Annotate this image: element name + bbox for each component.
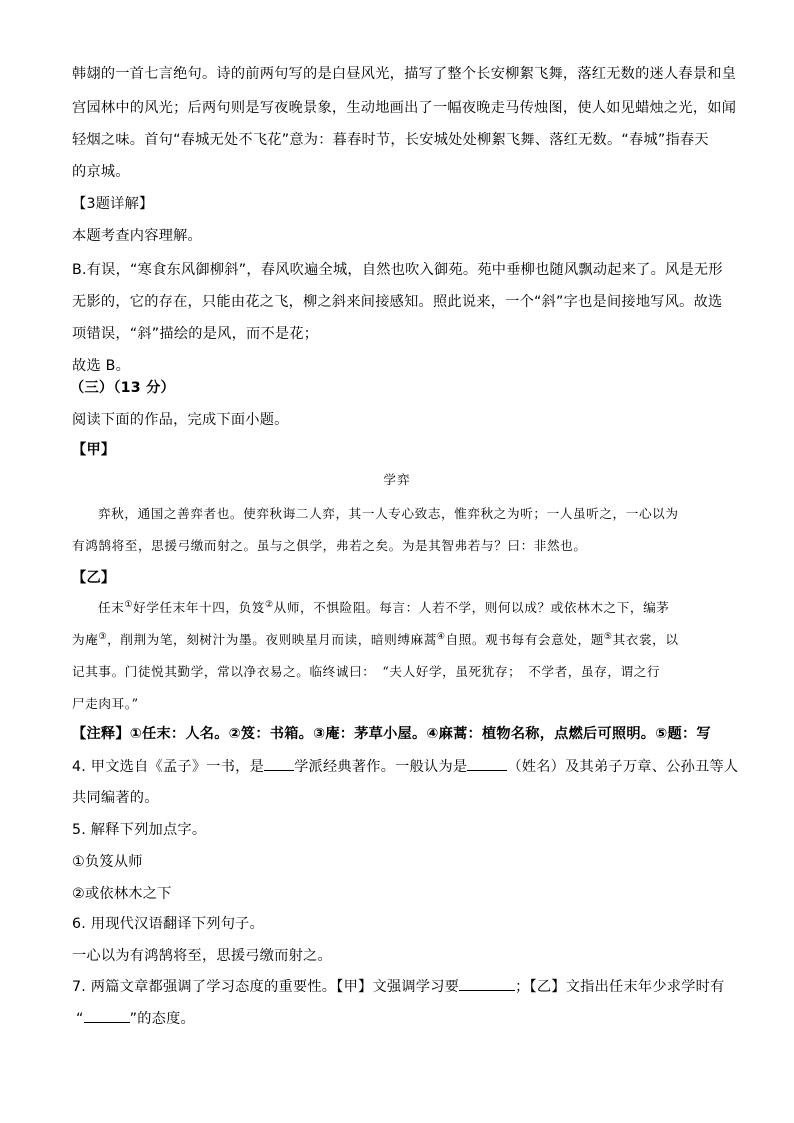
answer-blank[interactable] — [264, 756, 294, 771]
question-4-cont: 共同编著的。 — [72, 790, 159, 806]
yi-text-line: 尸走肉耳。” — [72, 696, 139, 711]
instruction: 阅读下面的作品，完成下面小题。 — [72, 412, 289, 428]
jia-text-line: 有鸿鹄将至，思援弓缴而射之。虽与之俱学，弗若之矣。为是其智弗若与？曰：非然也。 — [72, 538, 587, 553]
question-5-item: ①负笈从师 — [72, 854, 143, 870]
question-5: 5. 解释下列加点字。 — [72, 822, 207, 838]
notes: 【注释】①任末：人名。②笈：书箱。③庵：茅草小屋。④麻蒿：植物名称，点燃后可照明。⑤题：写 — [72, 726, 711, 742]
note-marker: ④ — [436, 631, 446, 642]
answer-blank[interactable] — [459, 976, 515, 991]
yi-label: 【乙】 — [72, 570, 116, 586]
question-6-sentence: 一心以为有鸿鹄将至，思援弓缴而射之。 — [72, 948, 332, 964]
q3-analysis-line: 无影的，它的存在，只能由花之飞，柳之斜来间接感知。照此说来，一个“斜”字也是间接地写风。故选 — [72, 294, 723, 310]
question-7: 7. 两篇文章都强调了学习态度的重要性。【甲】文强调学习要 ；【乙】文指出任末年少求学时有 — [72, 976, 725, 997]
intro-line: 的京城。 — [72, 164, 130, 180]
intro-line: 韩翃的一首七言绝句。诗的前两句写的是白昼风光，描写了整个长安柳絮飞舞，落红无数的迷人春景和皇 — [72, 66, 737, 82]
q3-analysis-line: 项错误，“斜”描绘的是风，而不是花； — [72, 326, 319, 342]
intro-line: 轻烟之味。首句“春城无处不飞花”意为：暮春时节，长安城处处柳絮飞舞、落红无数。“春城”指春天 — [72, 132, 709, 148]
note-marker: ⑤ — [603, 631, 613, 642]
question-5-item: ②或依林木之下 — [72, 886, 172, 902]
yi-text-line: 记其事。门徒悦其勤学，常以净衣易之。临终诚曰： “夫人好学，虽死犹存； 不学者，虽存，谓之行 — [72, 664, 661, 679]
question-6: 6. 用现代汉语翻译下列句子。 — [72, 916, 265, 932]
question-4: 4. 甲文选自《孟子》一书，是 学派经典著作。一般认为是 （姓名）及其弟子万章、公孙丑等人 — [72, 756, 738, 777]
note-marker: ① — [124, 599, 134, 610]
jia-text-line: 弈秋，通国之善弈者也。使弈秋诲二人弈，其一人专心致志，惟弈秋之为听；一人虽听之，一心以为 — [98, 506, 679, 521]
yi-text-line: 任末①好学任末年十四，负笈②从师，不惧险阻。每言：人若不学，则何以成？或依林木之下，编茅 — [98, 599, 670, 615]
q3-scope: 本题考查内容理解。 — [72, 228, 202, 244]
note-marker: ③ — [98, 631, 108, 642]
question-7-cont: “ ”的态度。 — [76, 1008, 195, 1029]
answer-blank[interactable] — [467, 756, 507, 771]
q3-answer: 故选 B。 — [72, 358, 131, 374]
yi-text-line: 为庵③，削荆为笔，刻树汁为墨。夜则映星月而读，暗则缚麻蒿④自照。观书每有会意处，题⑤其衣裳，以 — [72, 631, 679, 647]
section-heading: （三）（13 分） — [70, 380, 175, 396]
q3-analysis-line: B.有误，“寒食东风御柳斜”，春风吹遍全城，自然也吹入御苑。苑中垂柳也随风飘动起来了。风是无形 — [72, 262, 723, 278]
answer-blank[interactable] — [84, 1008, 130, 1023]
intro-line: 宫园林中的风光；后两句则是写夜晚景象，生动地画出了一幅夜晚走马传烛图，使人如见蜡烛之光，如闻 — [72, 100, 737, 116]
jia-label: 【甲】 — [72, 442, 116, 458]
jia-title: 学弈 — [383, 472, 411, 487]
q3-heading: 【3题详解】 — [72, 196, 154, 212]
note-marker: ② — [265, 599, 274, 610]
